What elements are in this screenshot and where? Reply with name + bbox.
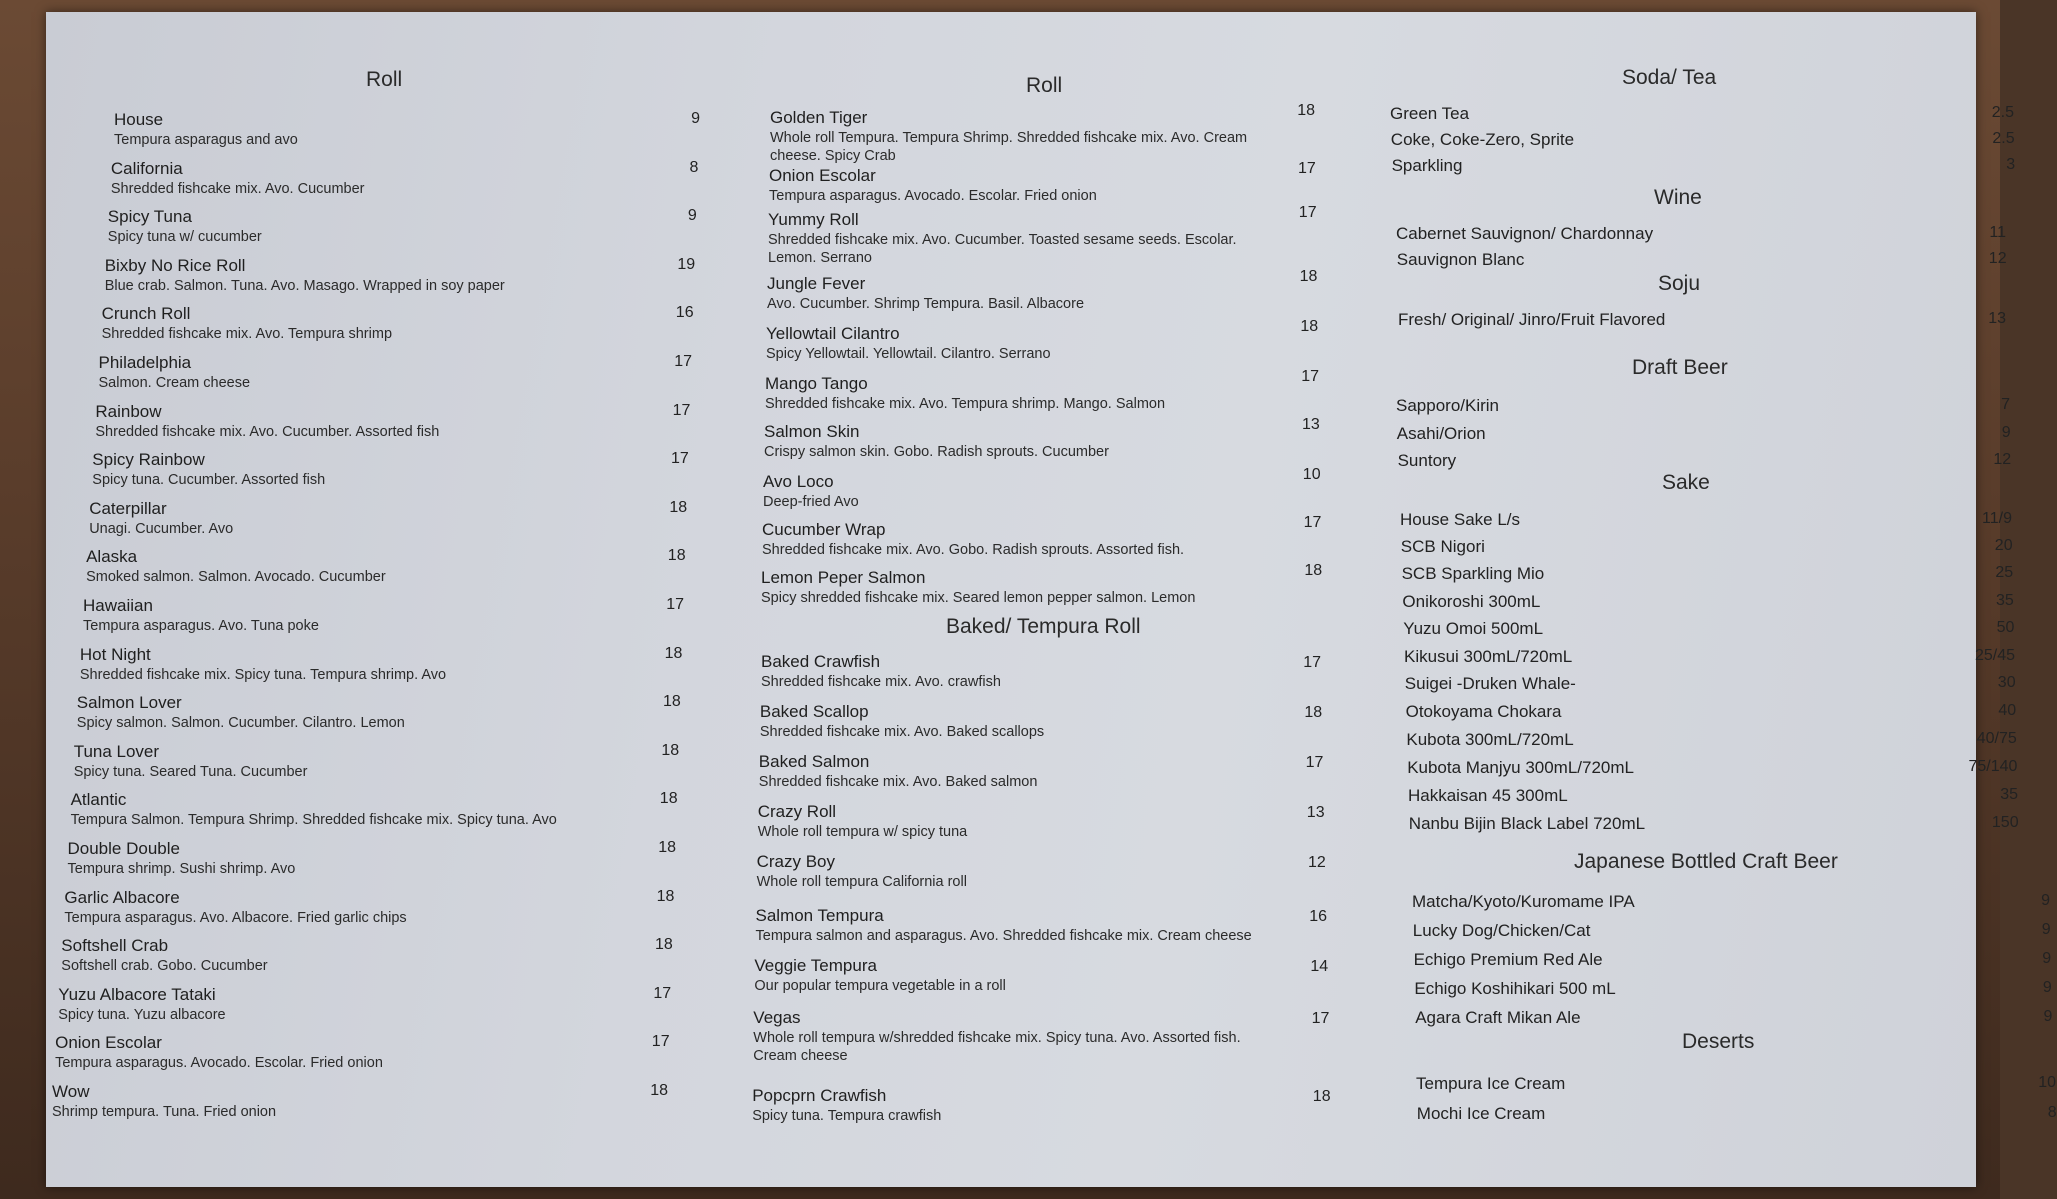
drink-name: Echigo Koshihikari 500 mL (1414, 979, 1616, 998)
menu-item-description: Our popular tempura vegetable in a roll (754, 978, 1006, 994)
drink-price: 11/9 (1982, 510, 2012, 527)
menu-item-price: 18 (1299, 268, 1318, 285)
menu-item-name: Hot Night (79, 644, 151, 664)
section-title-baked: Baked/ Tempura Roll (946, 615, 1141, 638)
menu-item-description: Shredded fishcake mix. Avo. Cucumber. Assorted fish (95, 423, 440, 440)
menu-item-description: Spicy tuna w/ cucumber (107, 229, 262, 246)
menu-item-price: 14 (1310, 958, 1329, 975)
drink-price: 20 (1994, 537, 2013, 554)
menu-item (760, 702, 1044, 740)
drink-name: Sparkling (1391, 156, 1463, 175)
drinks-column (1326, 12, 2057, 1187)
menu-item (753, 1008, 1240, 1064)
menu-item-description: Tempura asparagus and avo (114, 132, 298, 148)
menu-item-description: Cream cheese (753, 1048, 848, 1064)
drink-price: 9 (2042, 979, 2052, 996)
drink-name: Cabernet Sauvignon/ Chardonnay (1396, 224, 1654, 243)
menu-item-description: Shrimp tempura. Tuna. Fried onion (52, 1104, 277, 1120)
menu-item-description: Spicy tuna. Tempura crawfish (752, 1108, 942, 1124)
drink-name: Kikusui 300mL/720mL (1404, 647, 1573, 666)
menu-item-name: Philadelphia (98, 353, 192, 372)
drink-price: 9 (2001, 424, 2011, 441)
menu-item-description: Spicy tuna. Cucumber. Assorted fish (92, 472, 326, 489)
menu-item-description: Shredded fishcake mix. Spicy tuna. Tempura shrimp. Avo (79, 666, 447, 683)
menu-item-description: Whole roll Tempura. Tempura Shrimp. Shredded fishcake mix. Avo. Cream (770, 130, 1248, 146)
menu-item-name: Lemon Peper Salmon (761, 568, 926, 587)
menu-item (83, 596, 319, 634)
menu-item-name: Popcprn Crawfish (752, 1086, 887, 1105)
menu-item (764, 422, 1109, 460)
menu-item-price: 19 (677, 255, 696, 273)
drink-name: Sauvignon Blanc (1396, 250, 1525, 269)
menu-item-description: Tempura salmon and asparagus. Avo. Shredded fishcake mix. Cream cheese (755, 928, 1252, 944)
menu-item (61, 936, 267, 974)
menu-item-name: Softshell Crab (61, 936, 169, 956)
drink-name: Tempura Ice Cream (1416, 1074, 1566, 1093)
menu-item-price: 18 (1312, 1088, 1331, 1105)
menu-item-price: 16 (1309, 908, 1327, 925)
menu-item (770, 108, 1247, 164)
rolls-column-left (46, 12, 700, 1187)
drink-name: Onikoroshi 300mL (1402, 592, 1541, 611)
drink-name: Suntory (1397, 451, 1457, 470)
drink-name: Nanbu Bijin Black Label 720mL (1408, 814, 1646, 833)
menu-item-description: Softshell crab. Gobo. Cucumber (61, 958, 268, 975)
menu-item-description: Spicy tuna. Yuzu albacore (58, 1006, 226, 1023)
drink-price: 7 (2001, 396, 2010, 413)
rolls-column-middle (686, 12, 1331, 1187)
menu-item (767, 274, 1084, 312)
menu-item-name: Onion Escolar (769, 166, 876, 185)
menu-item-price: 17 (1311, 1010, 1330, 1027)
section-title-deserts: Deserts (1682, 1030, 1755, 1053)
menu-item-name: Rainbow (95, 401, 162, 421)
drink-name: Mochi Ice Cream (1416, 1104, 1546, 1123)
menu-item (102, 304, 392, 342)
drink-price: 30 (1997, 674, 2016, 691)
menu-item-price: 17 (1303, 514, 1322, 531)
menu-item (765, 374, 1165, 412)
section-title-roll: Roll (1026, 74, 1063, 97)
drink-name: Green Tea (1390, 104, 1470, 123)
menu-item-description: Whole roll tempura w/shredded fishcake mix. Spicy tuna. Avo. Assorted fish. (753, 1030, 1241, 1046)
menu-item-description: Shredded fishcake mix. Avo. Cucumber. Toasted sesame seeds. Escolar. (768, 232, 1237, 248)
menu-item (89, 499, 233, 537)
menu-item (761, 652, 1001, 690)
menu-item-price: 17 (653, 984, 672, 1002)
menu-item (757, 852, 967, 890)
menu-item-price: 17 (1305, 754, 1324, 771)
menu-item-description: Tempura asparagus. Avocado. Escolar. Fried onion (769, 188, 1097, 204)
menu-item-name: Baked Salmon (758, 752, 870, 771)
menu-item-price: 18 (1297, 102, 1315, 119)
drink-name: Yuzu Omoi 500mL (1403, 619, 1544, 638)
drink-price: 75/140 (1968, 758, 2018, 775)
drink-price: 25 (1995, 564, 2014, 581)
menu-item-description: Whole roll tempura w/ spicy tuna (757, 824, 968, 840)
menu-item-price: 18 (661, 741, 680, 759)
menu-sheet (46, 12, 2057, 1187)
drink-price: 25/45 (1974, 647, 2015, 664)
drink-name: Kubota 300mL/720mL (1406, 730, 1574, 749)
menu-item-price: 8 (689, 158, 699, 176)
menu-item-name: Hawaiian (83, 596, 153, 615)
drink-price: 10 (2038, 1074, 2056, 1091)
drink-name: House Sake L/s (1400, 510, 1521, 529)
drink-name: Otokoyama Chokara (1405, 702, 1562, 721)
drink-price: 9 (2041, 921, 2051, 938)
menu-item-description: Lemon. Serrano (768, 250, 872, 266)
menu-item-description: Tempura asparagus. Avo. Tuna poke (83, 618, 319, 634)
menu-item-price: 13 (1302, 416, 1320, 433)
menu-item (756, 906, 1252, 944)
menu-item-price: 18 (650, 1082, 668, 1099)
menu-item-price: 18 (1304, 562, 1323, 579)
menu-item-description: Shredded fishcake mix. Avo. Tempura shrimp (101, 326, 393, 343)
menu-item-name: Tuna Lover (73, 741, 160, 761)
drink-price: 35 (2000, 786, 2018, 803)
menu-item-price: 18 (659, 790, 678, 808)
menu-item-description: Avo. Cucumber. Shrimp Tempura. Basil. Albacore (767, 296, 1085, 312)
menu-item-price: 18 (1304, 704, 1323, 721)
section-title-roll: Roll (366, 68, 403, 91)
drink-price: 12 (1993, 451, 2012, 468)
menu-item-name: Atlantic (70, 790, 127, 810)
menu-item (754, 956, 1005, 994)
menu-item-price: 12 (1308, 854, 1326, 871)
menu-item-description: Tempura shrimp. Sushi shrimp. Avo (67, 861, 296, 877)
menu-item-description: Spicy Yellowtail. Yellowtail. Cilantro. Serrano (766, 346, 1051, 362)
menu-item-description: Smoked salmon. Salmon. Avocado. Cucumber (86, 569, 386, 586)
menu-item (769, 166, 1097, 204)
menu-item (105, 256, 505, 294)
menu-item (766, 324, 1051, 362)
menu-item (108, 207, 262, 245)
drink-price: 2.5 (1992, 130, 2015, 147)
menu-item-name: Cucumber Wrap (762, 520, 886, 539)
menu-item-price: 9 (687, 207, 697, 225)
menu-item (114, 110, 298, 148)
section-title-draft-beer: Draft Beer (1632, 356, 1728, 379)
menu-item-name: Baked Scallop (759, 702, 869, 721)
menu-item (762, 520, 1184, 558)
drink-name: Matcha/Kyoto/Kuromame IPA (1412, 892, 1635, 911)
menu-item (752, 1086, 941, 1124)
menu-item-name: Garlic Albacore (64, 887, 180, 907)
menu-item-name: Crazy Boy (756, 852, 836, 871)
menu-item-name: California (110, 158, 183, 178)
menu-item (86, 547, 386, 585)
menu-item-name: Crunch Roll (101, 304, 191, 324)
drink-name: Agara Craft Mikan Ale (1415, 1008, 1581, 1027)
menu-item-price: 18 (663, 693, 681, 711)
drink-price: 40 (1998, 702, 2017, 719)
menu-item (99, 353, 251, 391)
menu-item (95, 402, 439, 440)
menu-item (92, 450, 325, 488)
menu-item (768, 210, 1237, 266)
menu-item-name: Alaska (86, 547, 138, 567)
menu-item-price: 17 (1298, 160, 1316, 177)
drink-price: 2.5 (1991, 104, 2014, 121)
section-title-soju: Soju (1658, 272, 1701, 295)
menu-item-name: Bixby No Rice Roll (104, 255, 246, 275)
drink-price: 9 (2042, 950, 2052, 967)
menu-item-description: Tempura asparagus. Avocado. Escolar. Fried onion (55, 1055, 383, 1072)
drink-price: 40/75 (1976, 730, 2017, 747)
menu-item (759, 752, 1038, 790)
menu-item-price: 18 (1300, 318, 1319, 335)
menu-item (758, 802, 968, 840)
menu-item-price: 17 (674, 353, 692, 370)
menu-item-description: Shredded fishcake mix. Avo. crawfish (761, 674, 1001, 690)
menu-item-description: cheese. Spicy Crab (770, 148, 896, 164)
menu-item-description: Spicy tuna. Seared Tuna. Cucumber (73, 763, 308, 780)
menu-item-name: Baked Crawfish (761, 652, 881, 671)
drink-price: 35 (1996, 592, 2014, 609)
menu-item (58, 985, 225, 1023)
drink-name: Asahi/Orion (1396, 424, 1486, 443)
drink-price: 8 (2047, 1104, 2057, 1121)
drink-price: 13 (1988, 310, 2006, 327)
menu-item-description: Shredded fishcake mix. Avo. Gobo. Radish sprouts. Assorted fish. (762, 542, 1185, 558)
drink-price: 150 (1991, 814, 2019, 831)
drink-name: Kubota Manjyu 300mL/720mL (1407, 758, 1634, 777)
menu-item-description: Blue crab. Salmon. Tuna. Avo. Masago. Wrapped in soy paper (104, 277, 505, 294)
menu-item (761, 568, 1195, 606)
menu-item-name: Spicy Tuna (107, 207, 192, 227)
menu-item-price: 16 (675, 304, 694, 322)
menu-item-price: 18 (669, 498, 688, 516)
drink-price: 11 (1989, 224, 2006, 241)
menu-item-name: Jungle Fever (767, 274, 866, 293)
section-title-sake: Sake (1662, 471, 1710, 494)
menu-item-price: 18 (655, 936, 673, 954)
menu-item-name: Yellowtail Cilantro (766, 324, 900, 343)
menu-item (68, 839, 296, 877)
menu-item-description: Shredded fishcake mix. Avo. Baked salmon (758, 774, 1038, 790)
menu-item-price: 13 (1306, 804, 1325, 821)
menu-item-price: 17 (1298, 204, 1317, 221)
menu-item (763, 472, 859, 510)
menu-item-name: Vegas (753, 1008, 801, 1027)
menu-item-description: Salmon. Cream cheese (98, 375, 251, 391)
menu-item-price: 17 (1301, 368, 1319, 385)
menu-item-description: Shredded fishcake mix. Avo. Cucumber (110, 180, 365, 197)
drink-name: Hakkaisan 45 300mL (1408, 786, 1568, 805)
menu-item-price: 18 (656, 887, 675, 905)
menu-item-name: Yummy Roll (768, 210, 859, 229)
menu-item (55, 1033, 383, 1071)
menu-item-price: 17 (671, 450, 689, 468)
menu-item-price: 17 (1303, 654, 1321, 671)
drink-name: Echigo Premium Red Ale (1413, 950, 1603, 969)
menu-item-name: House (114, 110, 164, 129)
section-title-wine: Wine (1654, 186, 1702, 209)
menu-item-price: 10 (1302, 466, 1321, 483)
menu-item (52, 1082, 276, 1120)
menu-item-price: 17 (651, 1033, 670, 1051)
menu-item-name: Spicy Rainbow (92, 450, 205, 470)
menu-item-name: Salmon Tempura (755, 906, 884, 925)
menu-item (77, 693, 405, 731)
menu-item-price: 18 (667, 547, 686, 565)
menu-item-price: 17 (666, 596, 684, 613)
menu-item-name: Yuzu Albacore Tataki (58, 984, 216, 1004)
menu-item-name: Salmon Skin (764, 422, 860, 441)
menu-item-description: Tempura Salmon. Tempura Shrimp. Shredded fishcake mix. Spicy tuna. Avo (70, 812, 557, 829)
menu-item-description: Spicy salmon. Salmon. Cucumber. Cilantro. Lemon (76, 715, 405, 732)
drink-name: Fresh/ Original/ Jinro/Fruit Flavored (1398, 310, 1666, 329)
menu-item-name: Avo Loco (763, 472, 834, 491)
menu-item-name: Crazy Roll (757, 802, 837, 821)
drink-name: SCB Sparkling Mio (1401, 564, 1545, 583)
menu-item-price: 18 (664, 644, 683, 662)
menu-item-description: Tempura asparagus. Avo. Albacore. Fried garlic chips (64, 909, 407, 926)
menu-item-name: Double Double (67, 839, 180, 858)
menu-item-name: Salmon Lover (76, 693, 182, 713)
section-title-craft-beer: Japanese Bottled Craft Beer (1574, 850, 1838, 873)
menu-item-description: Shredded fishcake mix. Avo. Baked scallops (759, 724, 1045, 740)
menu-item-name: Veggie Tempura (754, 956, 877, 975)
menu-item-price: 18 (658, 839, 676, 856)
menu-item (64, 888, 406, 926)
drink-price: 9 (2041, 892, 2050, 909)
menu-item-name: Mango Tango (765, 374, 868, 393)
menu-item-description: Deep-fried Avo (763, 494, 859, 510)
drink-name: Lucky Dog/Chicken/Cat (1412, 921, 1591, 940)
menu-item-description: Unagi. Cucumber. Avo (89, 520, 234, 537)
drink-name: Suigei -Druken Whale- (1404, 674, 1576, 693)
drink-name: Coke, Coke-Zero, Sprite (1390, 130, 1575, 149)
drink-price: 9 (2043, 1008, 2053, 1025)
menu-item-description: Shredded fishcake mix. Avo. Tempura shrimp. Mango. Salmon (765, 396, 1166, 412)
drink-price: 3 (2006, 156, 2016, 173)
drink-price: 12 (1988, 250, 2007, 267)
menu-item-price: 9 (691, 110, 700, 127)
menu-item-description: Whole roll tempura California roll (756, 874, 967, 890)
section-title-soda: Soda/ Tea (1622, 66, 1717, 89)
menu-item-name: Caterpillar (89, 498, 167, 518)
menu-item-name: Golden Tiger (770, 108, 868, 127)
drink-name: SCB Nigori (1400, 537, 1485, 556)
menu-item-description: Spicy shredded fishcake mix. Seared lemon pepper salmon. Lemon (761, 590, 1196, 606)
menu-item (71, 790, 557, 828)
menu-item-price: 17 (672, 401, 691, 419)
menu-item-name: Wow (52, 1082, 90, 1101)
drink-price: 50 (1996, 619, 2015, 636)
menu-item-name: Onion Escolar (55, 1033, 162, 1053)
menu-item (111, 159, 365, 197)
drink-name: Sapporo/Kirin (1396, 396, 1500, 415)
menu-item-description: Crispy salmon skin. Gobo. Radish sprouts. Cucumber (764, 444, 1109, 460)
menu-item (74, 742, 308, 780)
menu-item (80, 645, 446, 683)
